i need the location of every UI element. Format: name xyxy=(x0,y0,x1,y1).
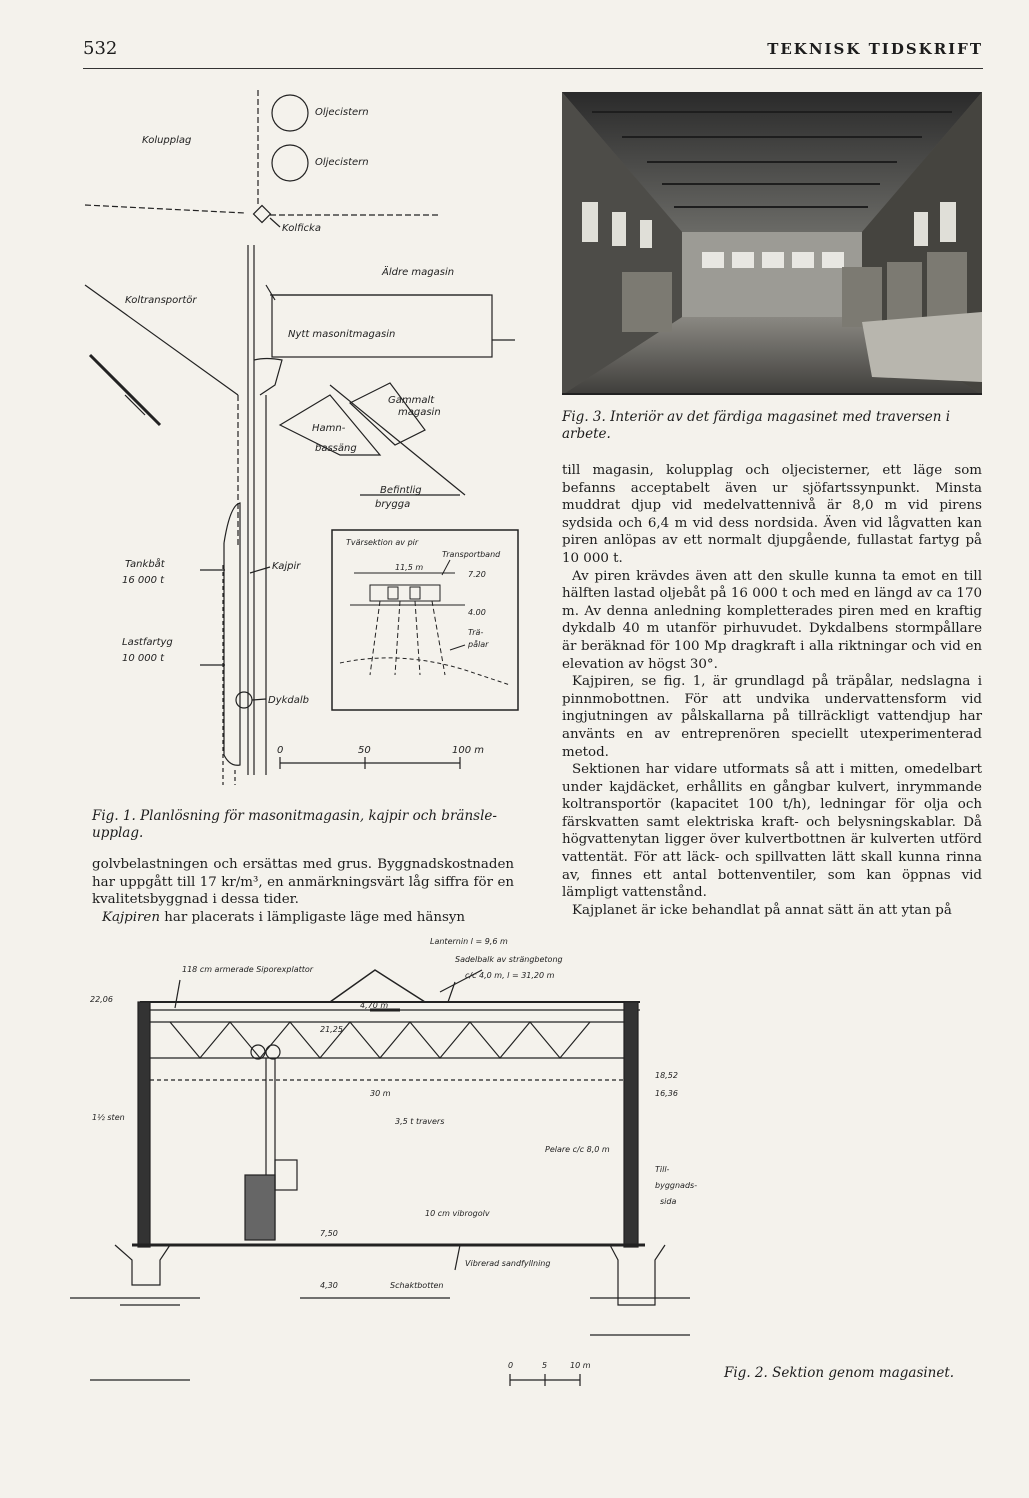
fig1-caption: Fig. 1. Planlösning för masonitmagasin, kajpir och bränsle-upplag. xyxy=(92,808,497,841)
label-dolphin: Dykdalb xyxy=(268,695,310,706)
label-oil-1: Oljecistern xyxy=(315,107,369,118)
elev-7-50: 7,50 xyxy=(320,1229,338,1238)
right-paragraph-3: Kajpiren, se fig. 1, är grundlagd på träpålar, nedslagna i pinnmobottnen. För att undvika undervattensform vid ingjutningen av pålskallarna på tillräckligt vattendjup har använts en av entreprenören speciellt utexperimenterad metod. xyxy=(562,674,982,760)
label-coal-storage: Kolupplag xyxy=(142,135,192,146)
label-coal-conveyor: Koltransportör xyxy=(125,295,197,306)
page-number: 532 xyxy=(83,38,118,59)
label-old-magazine-1: Gammalt xyxy=(388,395,435,406)
left-paragraph-2-emphasis: Kajpiren xyxy=(102,909,160,925)
label-extension-3: sida xyxy=(660,1197,677,1206)
label-oil-2: Oljecistern xyxy=(315,157,369,168)
label-columns: Pelare c/c 8,0 m xyxy=(545,1145,610,1154)
elev-16-36: 16,36 xyxy=(655,1089,678,1098)
label-extension-1: Till- xyxy=(655,1165,670,1174)
label-tanker-1: Tankbåt xyxy=(125,559,165,570)
label-existing-pier-1: Befintlig xyxy=(380,485,422,496)
fig3-warehouse-photo xyxy=(562,92,982,395)
label-existing-pier-2: brygga xyxy=(375,499,411,510)
right-paragraph-5: Kajplanet är icke behandlat på annat sätt än att ytan på xyxy=(572,902,952,918)
left-paragraph-2 xyxy=(92,909,514,927)
label-cargo-ship-2: 10 000 t xyxy=(122,653,165,664)
inset-title: Tvärsektion av pir xyxy=(346,538,419,547)
header-rule xyxy=(83,68,983,69)
label-old-warehouse: Äldre magasin xyxy=(382,267,455,278)
label-lantern: Lanternin l = 9,6 m xyxy=(430,937,508,946)
scale-2-5: 5 xyxy=(542,1361,548,1370)
label-saddle-beam: Sadelbalk av strängbetong xyxy=(455,955,563,964)
label-old-magazine-2: magasin xyxy=(398,407,441,418)
left-paragraph-1: golvbelastningen och ersättas med grus. Byggnadskostnaden har uppgått till 17 kr/m³, en anmärkningsvärt låg siffra för en kvalitetsbyggnad i dessa tider. xyxy=(92,857,514,908)
scale-0: 0 xyxy=(277,745,284,756)
page-header xyxy=(83,38,983,62)
label-extension-2: byggnads- xyxy=(655,1181,698,1190)
scale-2-10: 10 m xyxy=(570,1361,591,1370)
label-cargo-ship-1: Lastfartyg xyxy=(122,637,173,648)
label-crane: 3,5 t travers xyxy=(395,1117,445,1126)
elev-22-06: 22,06 xyxy=(90,995,113,1004)
journal-title: TEKNISK TIDSKRIFT xyxy=(767,40,983,58)
span-30m: 30 m xyxy=(370,1089,391,1098)
inset-conveyor: Transportband xyxy=(442,550,501,559)
elev-18-52: 18,52 xyxy=(655,1071,678,1080)
fig2-section-drawing xyxy=(70,930,720,1400)
width-4-70: 4,70 m xyxy=(360,1001,389,1010)
right-paragraph-1: till magasin, kolupplag och oljecisterner, ett läge som befanns acceptabelt även ur sjöfartssynpunkt. Minsta muddrat djup vid medelvattennivå är 8,0 m vid pirens sydsida och 6,4 m vid dess nordsida. Även vid lågvatten kan piren anlöpas av ett normalt djupgående, fullastat fartyg på 10 000 t. xyxy=(562,463,982,566)
fig3-caption: Fig. 3. Interiör av det färdiga magasinet med traversen i arbete. xyxy=(562,409,951,442)
label-tanker-2: 16 000 t xyxy=(122,575,165,586)
label-sand-fill: Vibrerad sandfyllning xyxy=(465,1259,551,1268)
elev-21-25: 21,25 xyxy=(320,1025,343,1034)
label-brick-wall: 1½ sten xyxy=(92,1113,125,1122)
elev-4-30: 4,30 xyxy=(320,1281,338,1290)
label-saddle-beam-spacing: c/c 4,0 m, l = 31,20 m xyxy=(465,971,555,980)
fig1-site-plan xyxy=(70,85,530,785)
inset-width: 11,5 m xyxy=(395,563,424,572)
label-harbor-2: bassäng xyxy=(315,443,357,454)
label-kolficka: Kolficka xyxy=(282,223,321,234)
scale-2-0: 0 xyxy=(508,1361,514,1370)
inset-piles-1: Trä- xyxy=(468,628,484,637)
label-vibro-floor: 10 cm vibrogolv xyxy=(425,1209,490,1218)
label-harbor-1: Hamn- xyxy=(312,423,346,434)
label-siporex-slabs: 118 cm armerade Siporexplattor xyxy=(182,965,314,974)
fig2-caption: Fig. 2. Sektion genom magasinet. xyxy=(724,1365,955,1381)
fig1-inset-cross-section xyxy=(332,530,518,710)
label-quay-pier: Kajpir xyxy=(272,561,301,572)
right-paragraph-2: Av piren krävdes även att den skulle kunna ta emot en till hälften lastad oljebåt på 16 000 t och med en längd av ca 170 m. Av denna anledning kompletterades piren med en kraftig dykdalb 40 m utanför pirhuvudet. Dykdalbens stormpållare är beräknad för 100 Mp dragkraft i alla riktningar och vid en elevation av högst 30°. xyxy=(562,568,982,672)
label-excavation-bottom: Schaktbotten xyxy=(390,1281,444,1290)
right-column-text xyxy=(562,462,982,919)
left-paragraph-2-text: har placerats i lämpligaste läge med hänsyn xyxy=(159,909,466,925)
scale-50: 50 xyxy=(358,745,371,756)
inset-elev-1: 7.20 xyxy=(468,570,486,579)
right-paragraph-4: Sektionen har vidare utformats så att i mitten, omedelbart under kajdäcket, erhållits en gångbar kulvert, inrymmande koltransportör (kapacitet 100 t/h), ledningar för olja och färskvatten samt elektriska kraft- och belysningskablar. Då högvattenytan ligger över kulvertbottnen är kulverten utförd vattentät. För att läck- och spillvatten lätt skall kunna rinna av, finnes ett antal bottenventiler, som kan öppnas vid lämpligt vattenstånd. xyxy=(562,762,982,901)
scale-100: 100 m xyxy=(452,745,485,756)
label-new-warehouse: Nytt masonitmagasin xyxy=(288,329,396,340)
inset-piles-2: pålar xyxy=(468,640,489,649)
inset-elev-2: 4.00 xyxy=(468,608,486,617)
left-column-text xyxy=(92,856,514,926)
